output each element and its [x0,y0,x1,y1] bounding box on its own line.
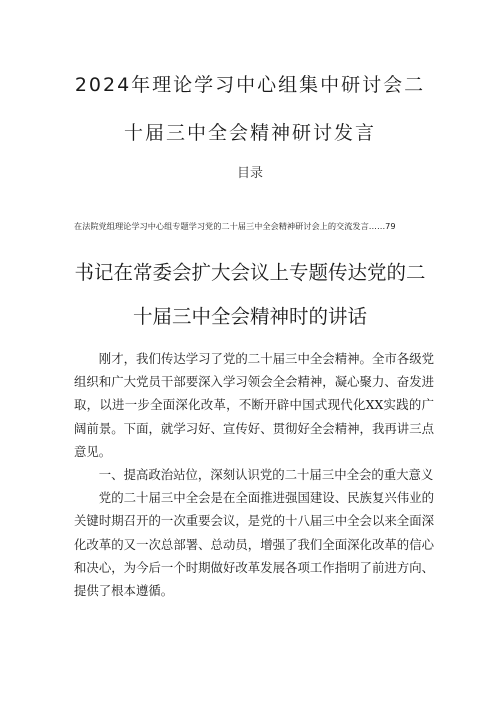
body-paragraph: 刚才，我们传达学习了党的二十届三中全会精神。全市各级党组织和广大党员干部要深入学习领会全会精神，凝心聚力、奋发进取，以进一步全面深化改革，不断开辟中国式现代化XX实践的广阔前景。下面，就学习好、宣传好、贯彻好全会精神，我再讲三点意见。 [74,351,434,459]
speech-body [74,347,434,602]
speech-title-line-1: 书记在常委会扩大会议上专题传达党的二 [74,261,426,284]
section-heading: 一、提高政治站位，深刻认识党的二十届三中全会的重大意义 [98,467,434,483]
toc-entry[interactable]: 在法院党组理论学习中心组专题学习党的二十届三中全会精神研讨会上的交流发言……79 [74,221,396,231]
document-title-line-1: 2024年理论学习中心组集中研讨会二 [74,74,426,96]
document-title-line-2: 十届三中全会精神研讨发言 [123,122,376,144]
toc-heading: 目录 [236,166,263,181]
body-paragraph: 党的二十届三中全会是在全面推进强国建设、民族复兴伟业的关键时期召开的一次重要会议，是党的十八届三中全会以来全面深化改革的又一次总部署、总动员，增强了我们全面深化改革的信心和决心，为今后一个时期做好改革发展各项工作指明了前进方向、提供了根本遵循。 [74,490,434,599]
speech-title-line-2: 十届三中全会精神时的讲话 [132,305,367,328]
